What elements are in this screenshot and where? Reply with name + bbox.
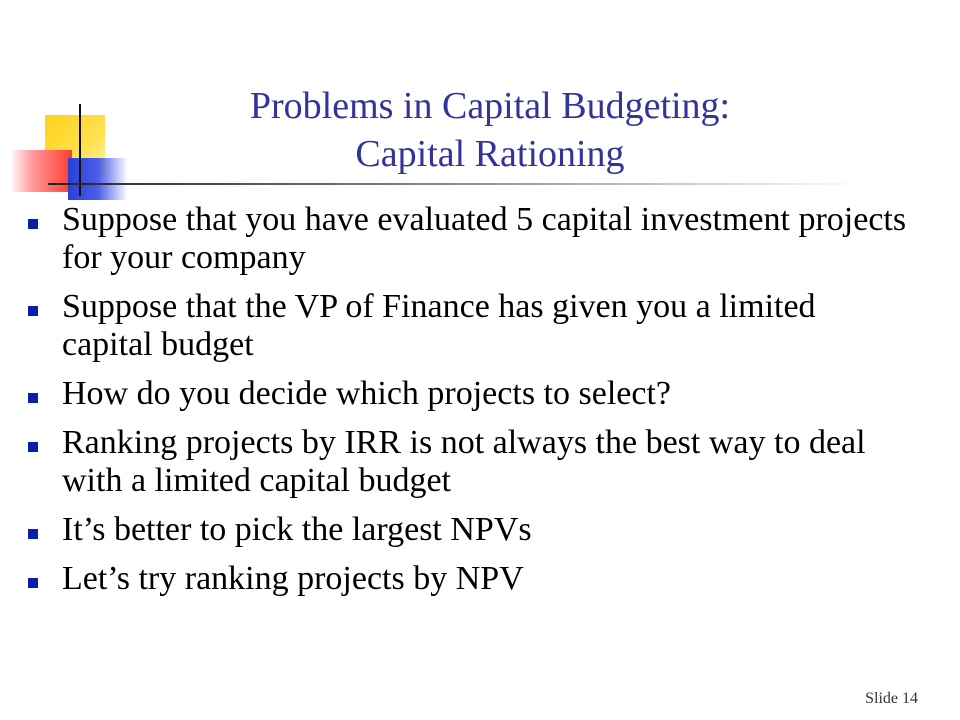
bullet-list <box>28 201 908 609</box>
slide-title <box>150 82 830 178</box>
bullet-square-icon <box>28 219 38 229</box>
bullet-item <box>28 288 908 364</box>
bullet-item <box>28 375 908 413</box>
bullet-item <box>28 424 908 500</box>
bullet-square-icon <box>28 442 38 452</box>
bullet-text: Suppose that the VP of Finance has given you a limited capital budget <box>62 288 816 363</box>
corner-decoration <box>0 0 140 200</box>
bullet-text: It’s better to pick the largest NPVs <box>62 511 532 548</box>
red-gradient-shape <box>10 150 72 192</box>
bullet-item <box>28 511 908 549</box>
bullet-item <box>28 201 908 277</box>
blue-gradient-shape <box>68 158 128 200</box>
bullet-square-icon <box>28 529 38 539</box>
bullet-text: Ranking projects by IRR is not always the best way to deal with a limited capital budget <box>62 424 866 499</box>
bullet-text: Suppose that you have evaluated 5 capital investment projects for your company <box>62 201 907 276</box>
title-line-1: Problems in Capital Budgeting: <box>249 85 731 127</box>
bullet-square-icon <box>28 306 38 316</box>
title-underline <box>48 183 868 185</box>
bullet-item <box>28 560 908 598</box>
bullet-text: Let’s try ranking projects by NPV <box>62 560 524 597</box>
bullet-text: How do you decide which projects to select? <box>62 375 671 412</box>
title-line-2: Capital Rationing <box>355 133 625 175</box>
bullet-square-icon <box>28 578 38 588</box>
slide-number: Slide 14 <box>865 690 918 707</box>
bullet-square-icon <box>28 393 38 403</box>
